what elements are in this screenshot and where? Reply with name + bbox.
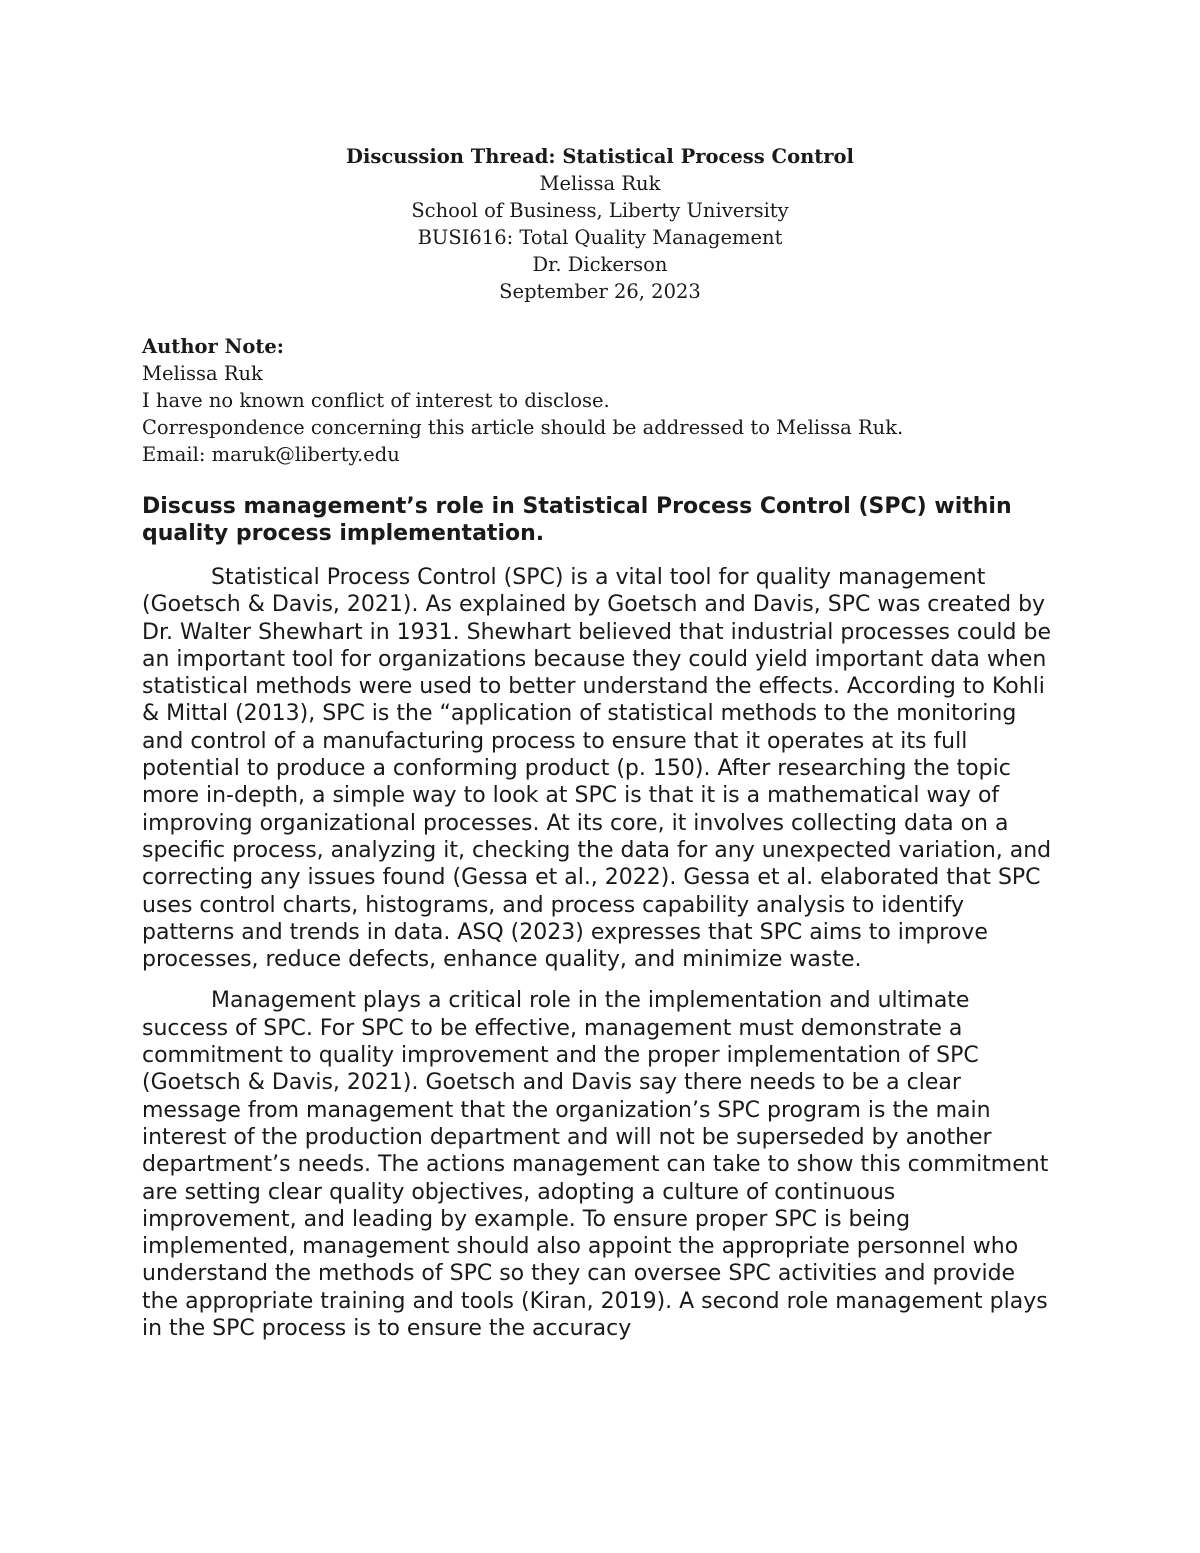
author-note-line: Email: maruk@liberty.edu (142, 443, 400, 466)
body-paragraph: Statistical Process Control (SPC) is a vital tool for quality management (Goetsch & Davis, 2021). As explained by Goetsch and Davis, SPC was created by Dr. Walter Shewhart in 1931. Shewhart believed that industrial processes could be an important tool for organizations because they could yield important data when statistical methods were used to better understand the effects. According to Kohli & Mittal (2013), SPC is the “application of statistical methods to the monitoring and control of a manufacturing process to ensure that it operates at its full potential to produce a conforming product (p. 150). After researching the topic more in-depth, a simple way to look at SPC is that it is a mathematical way of improving organizational processes. At its core, it involves collecting data on a specific process, analyzing it, checking the data for any unexpected variation, and correcting any issues found (Gessa et al., 2022). Gessa et al. elaborated that SPC uses control charts, histograms, and process capability analysis to identify patterns and trends in data. ASQ (2023) expresses that SPC aims to improve processes, reduce defects, enhance quality, and minimize waste. (142, 565, 1052, 973)
author-note-line: Correspondence concerning this article should be addressed to Melissa Ruk. (142, 416, 904, 439)
author-note (142, 333, 1082, 468)
author-note-line: Melissa Ruk (142, 362, 263, 385)
document-date: September 26, 2023 (499, 280, 701, 303)
course-name: BUSI616: Total Quality Management (417, 226, 783, 249)
section-heading: Discuss management’s role in Statistical Process Control (SPC) within quality process implementation. (142, 494, 1012, 546)
body-paragraph: Management plays a critical role in the implementation and ultimate success of SPC. For SPC to be effective, management must demonstrate a commitment to quality improvement and the proper implementation of SPC (Goetsch & Davis, 2021). Goetsch and Davis say there needs to be a clear message from management that the organization’s SPC program is the main interest of the production department and will not be superseded by another department’s needs. The actions management can take to show this commitment are setting clear quality objectives, adopting a culture of continuous improvement, and leading by example. To ensure proper SPC is being implemented, management should also appoint the appropriate personnel who understand the methods of SPC so they can oversee SPC activities and provide the appropriate training and tools (Kiran, 2019). A second role management plays in the SPC process is to ensure the accuracy (142, 988, 1049, 1342)
affiliation: School of Business, Liberty University (411, 199, 789, 222)
title-block (0, 143, 1200, 305)
instructor-name: Dr. Dickerson (532, 253, 668, 276)
document-title: Discussion Thread: Statistical Process Control (346, 145, 854, 168)
author-note-heading: Author Note: (142, 335, 285, 358)
author-name: Melissa Ruk (539, 172, 661, 195)
author-note-line: I have no known conflict of interest to disclose. (142, 389, 610, 412)
body-text (142, 564, 1054, 1356)
